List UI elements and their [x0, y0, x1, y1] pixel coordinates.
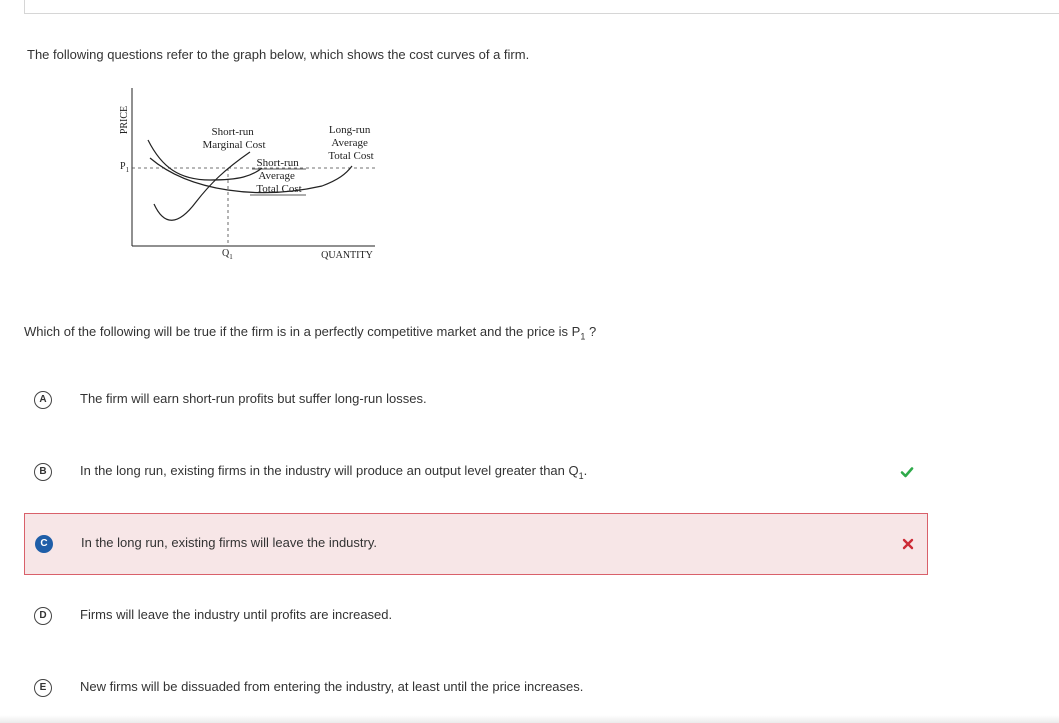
wrong-x-icon	[901, 537, 915, 551]
choice-e[interactable]	[24, 657, 928, 719]
x-axis-label: QUANTITY	[321, 250, 373, 261]
question-text: Which of the following will be true if the firm is in a perfectly competitive market and the price is $P_1$ ?	[24, 324, 597, 342]
cost-curves-graph	[110, 80, 390, 270]
choice-c[interactable]	[24, 513, 928, 575]
choice-text: Firms will leave the industry until profits are increased.	[80, 607, 393, 623]
price-label: $P_1$	[120, 161, 130, 174]
choice-letter-badge[interactable]: E	[34, 679, 52, 697]
lratc-label: Long-run Average Total Cost	[328, 124, 374, 162]
srmc-curve	[154, 152, 250, 220]
choice-letter-badge[interactable]: B	[34, 463, 52, 481]
srmc-label: Short-run Marginal Cost	[202, 126, 266, 151]
sratc-label: Short-run Average Total Cost	[256, 157, 302, 195]
previous-panel-edge	[24, 0, 1059, 14]
lratc-curve	[150, 158, 352, 193]
choice-letter-badge[interactable]: C	[35, 535, 53, 553]
choice-letter-badge[interactable]: A	[34, 391, 52, 409]
quantity-label: $Q_1$	[222, 248, 233, 261]
intro-text: The following questions refer to the graph below, which shows the cost curves of a firm.	[27, 47, 530, 62]
y-axis-label: PRICE	[119, 105, 130, 135]
choice-text: In the long run, existing firms in the industry will produce an output level greater than $Q_1$.	[80, 463, 588, 481]
choice-a[interactable]	[24, 369, 928, 431]
choice-letter-badge[interactable]: D	[34, 607, 52, 625]
choice-text: New firms will be dissuaded from entering the industry, at least until the price increases.	[80, 679, 584, 695]
choice-text: The firm will earn short-run profits but suffer long-run losses.	[80, 391, 427, 407]
choice-text: In the long run, existing firms will leave the industry.	[81, 535, 378, 551]
choice-d[interactable]	[24, 585, 928, 647]
choice-b[interactable]	[24, 441, 928, 503]
bottom-scroll-shadow	[0, 715, 1059, 723]
correct-check-icon	[900, 465, 914, 479]
